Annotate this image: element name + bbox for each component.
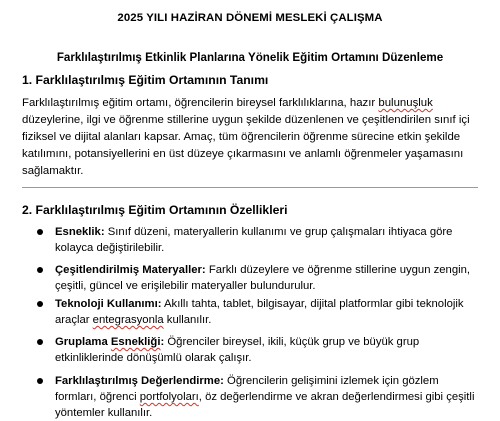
paragraph-line: katılımını, potansiyellerini en üst düzeye çıkarmasını ve anlamlı öğrenmeler yaşamasını (22, 148, 464, 160)
document-title: 2025 YILI HAZİRAN DÖNEMİ MESLEKİ ÇALIŞMA (117, 12, 383, 24)
item-text: çeşitli, güncel ve erişilebilir materyaller bulundurulur. (55, 280, 316, 292)
item-term: Teknoloji Kullanımı: (55, 298, 162, 310)
section-2-heading: 2. Farklılaştırılmış Eğitim Ortamının Özellikleri (22, 203, 288, 217)
item-text: Öğrencilerin gelişimini izlemek için gözlem (227, 375, 439, 387)
list-item (55, 373, 483, 421)
list-item (55, 224, 483, 256)
item-text: yöntemler kullanılır. (55, 407, 153, 419)
section-1-paragraph (22, 95, 484, 180)
paragraph-line: fiziksel ve dijital alanları kapsar. Amaç, tüm öğrencilerin öğrenme sürecine etkin şekilde (22, 131, 461, 143)
item-text: etkinliklerinde dönüşümlü olarak çalışır. (55, 352, 252, 364)
list-item (55, 296, 483, 328)
item-term: Esneklik: (55, 226, 105, 238)
item-term: Farklılaştırılmış Değerlendirme: (55, 375, 224, 387)
paragraph-line: Farklılaştırılmış eğitim ortamı, öğrencilerin bireysel farklılıklarına, hazır bulunuşluk (22, 97, 433, 109)
paragraph-line: düzeylerine, ilgi ve öğrenme stillerine uygun şekilde düzenlenen ve çeşitlendirilen sınıf içi (22, 114, 470, 126)
item-text: formları, öğrenci portfolyoları, öz değerlendirme ve akran değerlendirmesi gibi çeşitli (55, 391, 475, 403)
bullet-icon (37, 229, 43, 235)
bullet-icon (37, 378, 43, 384)
paragraph-line: sağlamaktır. (22, 165, 84, 177)
bullet-icon (37, 267, 43, 273)
item-text: Farklı düzeylere ve öğrenme stillerine uygun zengin, (208, 264, 471, 276)
item-term: Gruplama Esnekliği: (55, 336, 165, 348)
item-text: Sınıf düzeni, materyallerin kullanımı ve grup çalışmaları ihtiyaca göre (107, 226, 453, 238)
item-text: Akıllı tahta, tablet, bilgisayar, dijital platformlar gibi teknolojik (164, 298, 464, 310)
list-item (55, 334, 483, 366)
list-item (55, 262, 483, 294)
document-subtitle: Farklılaştırılmış Etkinlik Planlarına Yönelik Eğitim Ortamını Düzenleme (56, 51, 444, 64)
section-divider (22, 187, 478, 188)
item-text: kolayca değiştirilebilir. (55, 242, 165, 254)
item-text: araçlar entegrasyonla kullanılır. (55, 314, 212, 326)
bullet-icon (37, 339, 43, 345)
bullet-icon (37, 301, 43, 307)
item-term: Çeşitlendirilmiş Materyaller: (55, 264, 206, 276)
section-1-heading: 1. Farklılaştırılmış Eğitim Ortamının Tanımı (22, 73, 269, 87)
item-text: Öğrenciler bireysel, ikili, küçük grup ve büyük grup (167, 336, 420, 348)
